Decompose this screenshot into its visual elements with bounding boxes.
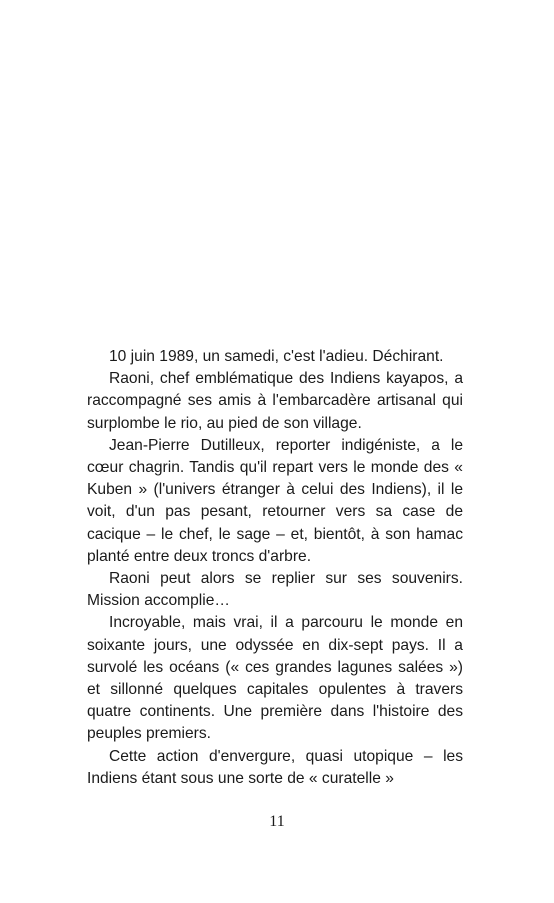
paragraph-2: Raoni, chef emblématique des Indiens kayapos, a raccompagné ses amis à l'embarcadère artisanal qui surplombe le rio, au pied de son village.	[87, 370, 463, 432]
page-number: 11	[269, 813, 285, 830]
paragraph-3: Jean-Pierre Dutilleux, reporter indigéniste, a le cœur chagrin. Tandis qu'il repart vers le monde des « Kuben » (l'univers étranger à celui des Indiens), il le voit, d'un pas pesant, retourner vers sa case de cacique – le chef, le sage – et, bientôt, à son hamac planté entre deux troncs d'arbre.	[87, 436, 463, 565]
paragraph-5: Incroyable, mais vrai, il a parcouru le monde en soixante jours, une odyssée en dix-sept pays. Il a survolé les océans (« ces grandes lagunes salées ») et sillonné quelques capitales opulentes à travers quatre continents. Une première dans l'histoire des peuples premiers.	[87, 614, 463, 743]
paragraph-1: 10 juin 1989, un samedi, c'est l'adieu. Déchirant.	[109, 348, 444, 365]
paragraph-4: Raoni peut alors se replier sur ses souvenirs. Mission accomplie…	[87, 570, 463, 610]
paragraph-6: Cette action d'envergure, quasi utopique – les Indiens étant sous une sorte de « curatelle »	[87, 747, 463, 787]
body-text	[87, 346, 463, 790]
